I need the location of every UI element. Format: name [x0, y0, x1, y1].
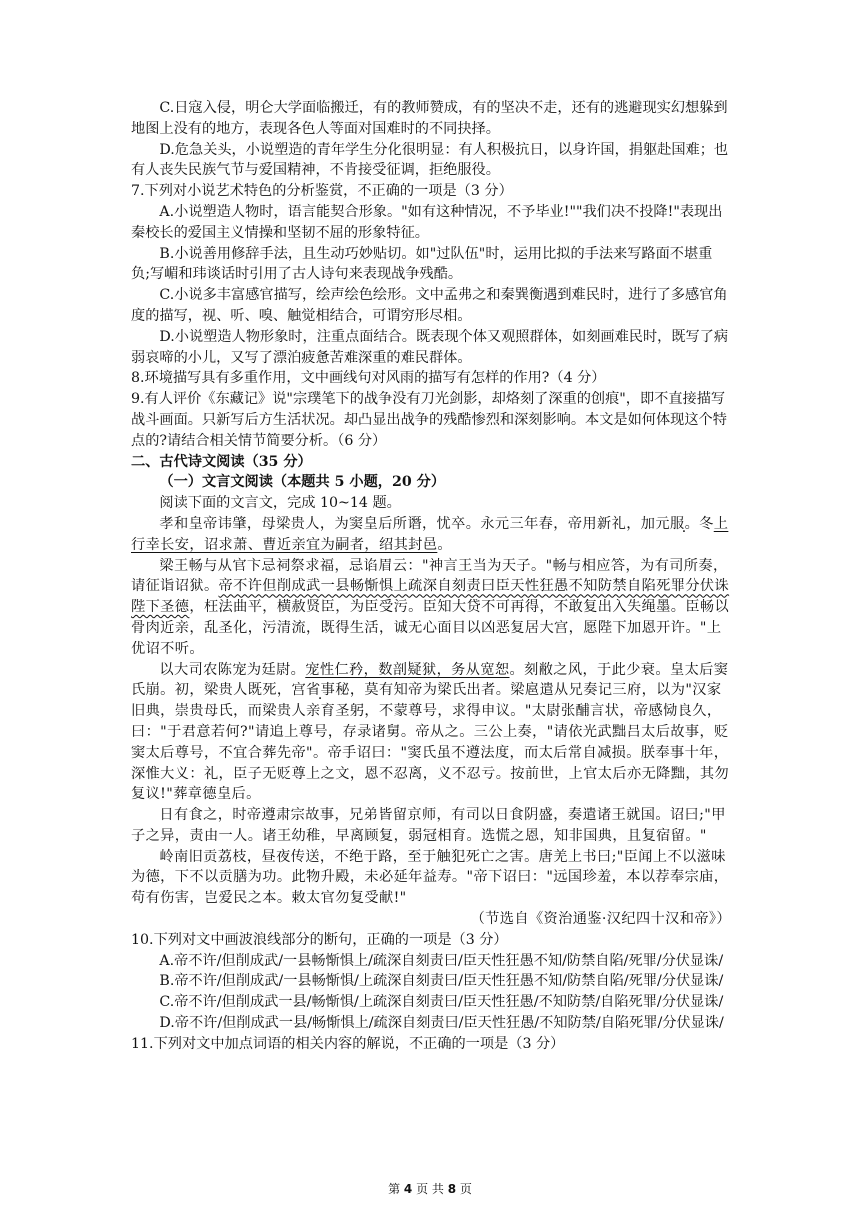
section-title: 二、古代诗文阅读（35 分）: [131, 453, 312, 470]
q9-stem: 9.有人评价《东藏记》说"宗璞笔下的战争没有刀光剑影，却烙刻了深重的创痕"，即不直接描写战斗画面。只新写后方生活状况。却凸显出战争的残酷惨烈和深刻影响。本文是如何体现这个特点的?请结合相关情节简要分析。（6 分）: [131, 391, 727, 449]
passage-source: （节选自《资治通鉴·汉纪四十汉和帝》）: [470, 911, 731, 928]
q7-option-b: B.小说善用修辞手法，且生动巧妙贴切。如"过队伍"时，运用比拟的手法来写路面不堪重负;写嵋和玮谈话时引用了古人诗句来表现战争残酷。: [131, 245, 713, 283]
q7-stem: 7.下列对小说艺术特色的分析鉴赏，不正确的一项是（3 分）: [131, 183, 513, 200]
page-content: [131, 98, 731, 1055]
q6-option-d: D.危急关头，小说塑造的青年学生分化很明显：有人积极抗日，以身许国，捐躯赴国难；也有人丧失民族气节与爱国精神，不肯接受征调，拒绝服役。: [131, 141, 729, 179]
q10-option-c: C.帝不许/但削成武一县/畅惭惧/上疏深自刻责曰/臣天性狂愚/不知防禁/自陷死罪/分伏显诛/: [159, 994, 724, 1011]
passage-text: 。冬: [684, 515, 714, 532]
q7-option-a: A.小说塑造人物时，语言能契合形象。"如有这种情况，不予毕业!""我们决不投降!"表现出秦校长的爱国主义情操和坚韧不屈的形象特征。: [131, 203, 723, 241]
passage-text: 事秘，莫有知帝为梁氏出者。梁扈遣从兄奏记三府，以为"汉家旧典，崇贵母氏，而梁贵人亲育圣躬，不蒙尊号，求得申议。"太尉张酺言状，帝感恸良久，曰："于君意若何?"请追上尊号，存录诸舅。帝从之。三公上奏，"请依光武黜吕太后故事，贬窦太后尊号，不宜合葬先帝"。帝手诏曰："窦氏虽不遵法度，而太后常自减损。朕奉事十年，深惟大义：礼，臣子无贬尊上之文，恩不忍离，义不忍亏。按前世，上官太后亦无降黜，其勿复议!"葬章德皇后。: [131, 682, 730, 803]
passage-text: 。: [437, 536, 452, 553]
passage-text: 以大司农陈宠为廷尉。: [159, 661, 306, 678]
passage-paragraph-5: 岭南旧贡荔枝，昼夜传送，不绝于路，至于触犯死亡之害。唐羌上书曰;"臣闻上不以滋味为德，下不以贡膳为功。此物升殿，未必延年益寿。"帝下诏曰："远国珍羞，本以荐奉宗庙，苟有伤害，岂爱民之本。敕太官勿复受献!": [131, 848, 729, 907]
footer-text: 页 共: [412, 1182, 448, 1196]
q6-option-c: C.日寇入侵，明仑大学面临搬迁，有的教师赞成，有的坚决不走，还有的逃避现实幻想躲到地图上没有的地方，表现各色人等面对国难时的不同抉择。: [131, 100, 728, 137]
q10-option-a: A.帝不许/但削成武/一县畅惭惧上/疏深自刻责曰/臣天性狂愚不知/防禁自陷/死罪/分伏显诛/: [159, 952, 724, 969]
page-number: 4: [403, 1182, 413, 1196]
passage-paragraph-3: [131, 660, 731, 806]
q8-stem: 8.环境描写具有多重作用，文中画线句对风雨的描写有怎样的作用?（4 分）: [131, 370, 606, 387]
passage-paragraph-1: [131, 514, 731, 556]
passage-text: 梁王畅与从官卞忌祠祭求福，忌谄眉云："神言王当为天子。"畅与相应答，为有司所奏，请征诣诏狱。: [131, 557, 728, 595]
reading-instruction: 阅读下面的文言文，完成 10~14 题。: [159, 495, 401, 512]
footer-text: 第: [388, 1182, 404, 1196]
q10-option-b: B.帝不许/但削成武/一县畅惭惧/上疏深自刻责曰/臣天性狂愚不知/防禁自陷/死罪/分伏显诛/: [159, 973, 724, 990]
q10-stem: 10.下列对文中画波浪线部分的断句，正确的一项是（3 分）: [131, 931, 508, 948]
q7-option-d: D.小说塑造人物形象时，注重点面结合。既表现个体又观照群体，如刻画难民时，既写了病弱哀啼的小儿，又写了漂泊疲惫苦难深重的难民群体。: [131, 328, 729, 366]
underlined-sentence-2: 宠性仁矜，数剖疑狱，务从宽恕: [305, 661, 510, 678]
passage-text: ，枉法曲平，横赦贤臣，为臣受污。臣知大贷不可再得，不敢复出入失绳墨。臣畅以骨肉近亲，乱圣化，污清流，既得生活，诚无心面目以凶恶复居大宫，愿陛下加恩开许。"上优诏不听。: [131, 599, 730, 657]
page-footer: [0, 1180, 860, 1197]
dotted-term-gongsheng: 宫省: [291, 682, 321, 699]
q10-option-d: D.帝不许/但削成武一县/畅惭惧上/疏深自刻责曰/臣天性狂愚/不知防禁/自陷死罪/分伏显诛/: [159, 1015, 724, 1032]
passage-paragraph-4: 日有食之，时帝遵肃宗故事，兄弟皆留京师，有司以日食阴盛，奏遣诸王就国。诏曰;"甲子之异，责由一人。诸王幼稚，早离顾复，弱冠相育。选慌之恩，知非国典，且复宿留。": [131, 807, 726, 844]
passage-paragraph-2: [131, 556, 731, 660]
footer-text: 页: [456, 1182, 472, 1196]
q7-option-c: C.小说多丰富感官描写，绘声绘色绘形。文中孟弗之和秦巽衡遇到难民时，进行了多感官角度的描写，视、听、嗅、触觉相结合，可谓穷形尽相。: [131, 287, 728, 324]
total-pages: 8: [447, 1182, 457, 1196]
wavy-underlined-segment: 帝不许但削成武一县畅惭惧上疏深自刻责曰臣天性狂愚不知防禁自陷死罪分伏诛陛下圣德: [131, 578, 730, 616]
q11-stem: 11.下列对文中加点词语的相关内容的解说，不正确的一项是（3 分）: [131, 1035, 565, 1052]
underlined-sentence-1: 上行幸长安，诏求萧、曹近亲宜为嗣者，绍其封邑: [131, 515, 729, 553]
subsection-title: （一）文言文阅读（本题共 5 小题，20 分）: [159, 474, 446, 491]
passage-text: 。刻敝之风，于此少衰。皇太后窦氏崩。初，梁贵人既死，: [131, 661, 729, 699]
passage-text: 孝和皇帝讳肇，母梁贵人，为窦皇后所谮，忧卒。永元三年春，帝用新礼，加: [159, 515, 656, 532]
dotted-term-yuanfu: 元服: [655, 515, 685, 532]
